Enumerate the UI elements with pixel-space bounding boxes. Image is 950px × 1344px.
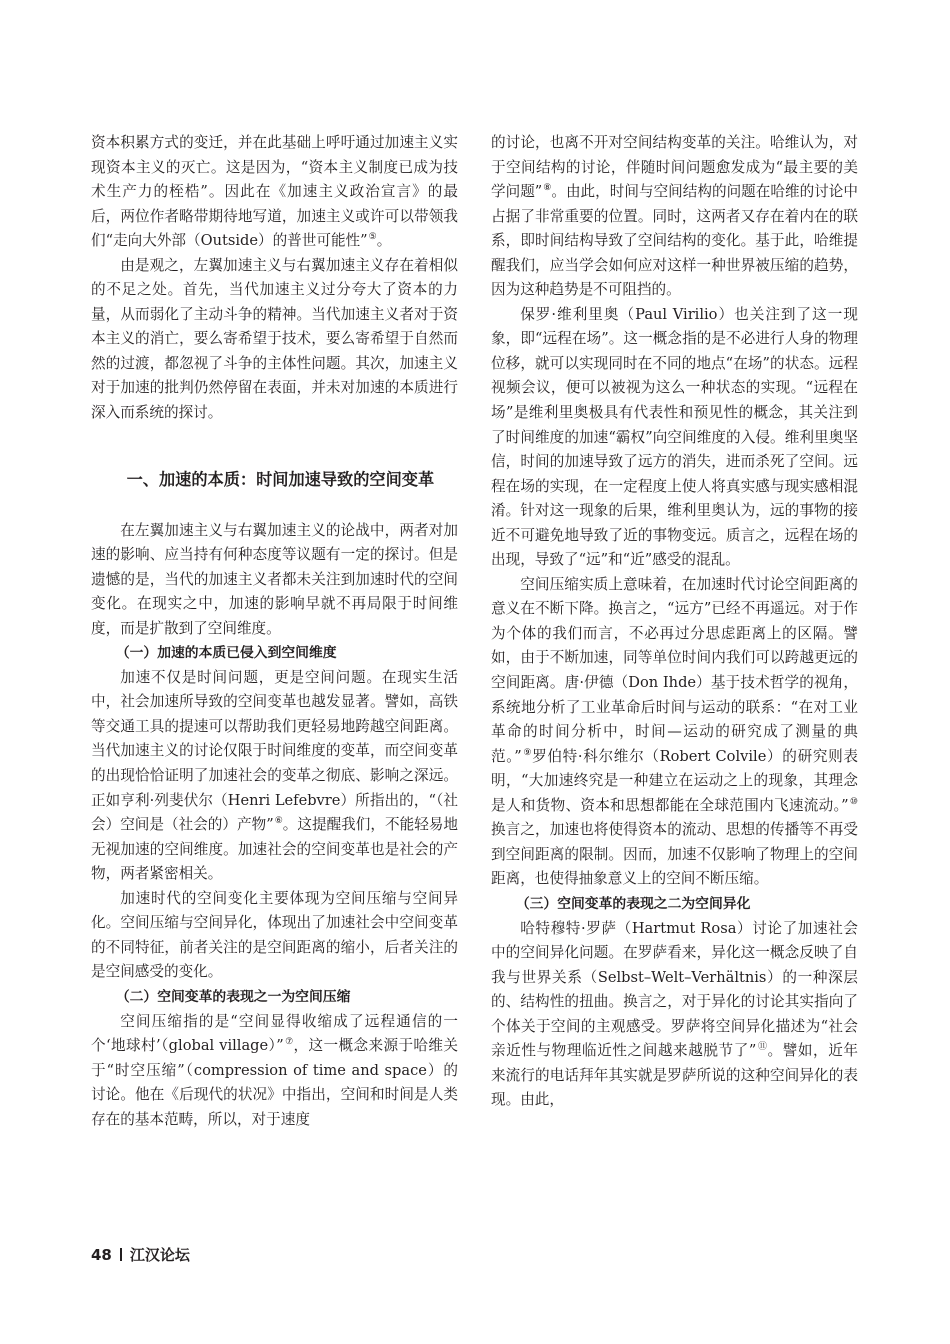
paragraph: 空间压缩实质上意味着，在加速时代讨论空间距离的意义在不断下降。换言之，“远方”已经不再遥远。对于作为个体的我们而言，不必再过分思虑距离上的区隔。譬如，由于不断加速，同等单位时间内我们可以跨越更远的空间距离。唐·伊德（Don Ihde）基于技术哲学的视角，系统地分析了工业革命后时间与运动的联系：“在对工业革命的时间分析中，时间—运动的研究成了测量的典范。”⑨罗伯特·科尔维尔（Robert Colvile）的研究则表明，“大加速终究是一种建立在运动之上的现象，其理念是人和货物、资本和思想都能在全球范围内飞速流动。”⑩换言之，加速也将使得资本的流动、思想的传播等不再受到空间距离的限制。因而，加速不仅影响了物理上的空间距离，也使得抽象意义上的空间不断压缩。 [491, 575, 858, 888]
subsection-heading: （一）加速的本质已侵入到空间维度 [115, 645, 337, 662]
footnote-marker: ⑪ [757, 1042, 768, 1053]
subsection-heading: （二）空间变革的表现之一为空间压缩 [115, 988, 351, 1005]
subsection-heading: （三）空间变革的表现之二为空间异化 [515, 895, 751, 912]
paragraph: 资本积累方式的变迁，并在此基础上呼吁通过加速主义实现资本主义的灭亡。这是因为，“资本主义制度已成为技术生产力的桎梏”。因此在《加速主义政治宣言》的最后，两位作者略带期待地写道，加速主义或许可以带领我们“走向大外部（Outside）的普世可能性”⑤。 [91, 134, 458, 250]
footnote-marker: ⑤ [368, 232, 377, 243]
footnote-marker: ⑨ [522, 747, 533, 758]
page-footer [91, 1244, 190, 1265]
paragraph: 加速不仅是时间问题，更是空间问题。在现实生活中，社会加速所导致的空间变革也越发显著。譬如，高铁等交通工具的提速可以帮助我们更轻易地跨越空间距离。当代加速主义的讨论仅限于时间维度的变革，而空间变革的出现恰恰证明了加速社会的变革之彻底、影响之深远。正如亨利·列斐伏尔（Henri Lefebvre）所指出的，“（社会）空间是（社会的）产物”⑥。这提醒我们，不能轻易地无视加速的空间维度。加速社会的空间变革也是社会的产物，两者紧密相关。 [91, 668, 458, 883]
left-column [91, 131, 458, 1132]
footer-separator [120, 1248, 122, 1261]
paragraph: 在左翼加速主义与右翼加速主义的论战中，两者对加速的影响、应当持有何种态度等议题有一定的探讨。但是遗憾的是，当代的加速主义者都未关注到加速时代的空间变化。在现实之中，加速的影响早就不再局限于时间维度，而是扩散到了空间维度。 [91, 521, 458, 637]
paragraph: 哈特穆特·罗萨（Hartmut Rosa）讨论了加速社会中的空间异化问题。在罗萨看来，异化这一概念反映了自我与世界关系（Selbst–Welt–Verhältnis）的一种深层的、结构性的扭曲。换言之，对于异化的讨论其实指向了个体关于空间的主观感受。罗萨将空间异化描述为“社会亲近性与物理临近性之间越来越脱节了”⑪。譬如，近年来流行的电话拜年其实就是罗萨所说的这种空间异化的表现。由此， [491, 919, 858, 1109]
paragraph: 由是观之，左翼加速主义与右翼加速主义存在着相似的不足之处。首先，当代加速主义过分夸大了资本的力量，从而弱化了主动斗争的精神。当代加速主义者对于资本主义的消亡，要么寄希望于技术，要么寄希望于自然而然的过渡，都忽视了斗争的主体性问题。其次，加速主义对于加速的批判仍然停留在表面，并未对加速的本质进行深入而系统的探讨。 [91, 256, 458, 422]
footnote-marker: ⑩ [849, 796, 858, 807]
paragraph: 空间压缩指的是“空间显得收缩成了远程通信的一个‘地球村’（global village）”⑦，这一概念来源于哈维关于“时空压缩”（compression of time and space）的讨论。他在《后现代的状况》中指出，空间和时间是人类存在的基本范畴，所以，对于速度 [91, 1012, 458, 1128]
page-number: 48 [91, 1246, 112, 1264]
paragraph: 的讨论，也离不开对空间结构变革的关注。哈维认为，对于空间结构的讨论，伴随时间问题愈发成为“最主要的美学问题”⑧。由此，时间与空间结构的问题在哈维的讨论中占据了非常重要的位置。同时，这两者又存在着内在的联系，即时间结构导致了空间结构的变化。基于此，哈维提醒我们，应当学会如何应对这样一种世界被压缩的趋势，因为这种趋势是不可阻挡的。 [491, 134, 858, 299]
right-column [491, 131, 858, 1113]
section-heading: 一、加速的本质：时间加速导致的空间变革 [126, 469, 435, 489]
footnote-marker: ⑦ [284, 1037, 294, 1048]
paragraph: 加速时代的空间变化主要体现为空间压缩与空间异化。空间压缩与空间异化，体现出了加速社会中空间变革的不同特征，前者关注的是空间距离的缩小，后者关注的是空间感受的变化。 [91, 889, 458, 981]
paragraph: 保罗·维利里奥（Paul Virilio）也关注到了这一现象，即“远程在场”。这一概念指的是不必进行人身的物理位移，就可以实现同时在不同的地点“在场”的状态。远程视频会议，便可以被视为这么一种状态的实现。“远程在场”是维利里奥极具有代表性和预见性的概念，其关注到了时间维度的加速“霸权”向空间维度的入侵。维利里奥坚信，时间的加速导致了远方的消失，进而杀死了空间。远程在场的实现，在一定程度上使人将真实感与现实感相混淆。针对这一现象的后果，维利里奥认为，远的事物的接近不可避免地导致了近的事物变远。质言之，远程在场的出现，导致了“远”和“近”感受的混乱。 [491, 305, 858, 569]
footnote-marker: ⑧ [543, 183, 552, 194]
journal-name: 江汉论坛 [129, 1246, 190, 1264]
footnote-marker: ⑥ [274, 816, 283, 827]
